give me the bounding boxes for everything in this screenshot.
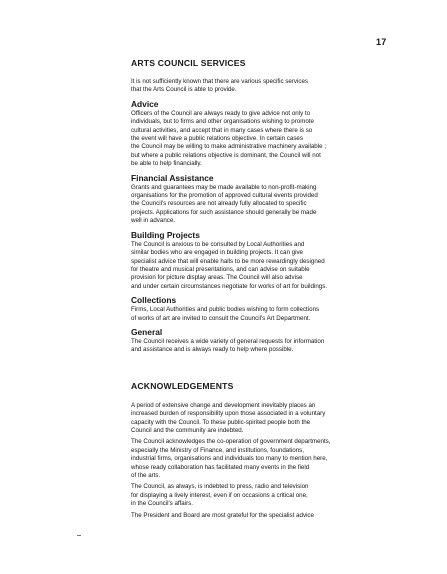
collections-paragraph: Firms, Local Authorities and public bodies wishing to form collections of works of art are invited to consult the Council's Art Department. xyxy=(131,306,320,322)
acknowledgements-paragraph-3: The Council, as always, is indebted to press, radio and television for displaying a lively interest, even if on occasions a critical one, in the Council's affairs. xyxy=(131,483,309,508)
financial-assistance-heading: Financial Assistance xyxy=(131,172,214,183)
acknowledgements-section-title: ACKNOWLEDGEMENTS xyxy=(131,380,234,391)
acknowledgements-paragraph-2: The Council acknowledges the co-operation of government departments, especially the Ministry of Finance, and institutions, foundations, industrial firms, organisations and individuals too many to mention here, whose ready collaboration has facilitated many events in the field of the arts. xyxy=(131,438,331,479)
acknowledgements-paragraph-4: The President and Board are most grateful for the specialist advice xyxy=(131,511,314,519)
building-projects-heading: Building Projects xyxy=(131,229,200,240)
general-heading: General xyxy=(131,326,163,337)
page-content xyxy=(131,58,391,523)
acknowledgements-paragraph-1: A period of extensive change and development inevitably places an increased burden of responsibility upon those associated in a voluntary capacity with the Council. To these public-spirited people both the Council and the community are indebted. xyxy=(131,401,326,434)
services-intro-paragraph: It is not sufficiently known that there are various specific services that the Arts Council is able to provide. xyxy=(131,78,308,94)
advice-paragraph: Officers of the Council are always ready to give advice not only to individuals, but to firms and other organisations wishing to promote cultural activities, and accept that in many cases where there is so the event will have a public relations objective. In certain cases the Council may be willing to make administrative machinery available ; but where a public relations objective is dominant, the Council will not be able to help financially. xyxy=(131,109,326,168)
advice-heading: Advice xyxy=(131,98,159,109)
scan-mark xyxy=(77,535,81,536)
collections-heading: Collections xyxy=(131,295,177,306)
building-projects-paragraph: The Council is anxious to be consulted by Local Authorities and similar bodies who are engaged in building projects. It can give specialist advice that will enable halls to be more rewardingly designed for theatre and musical presentations, and can advise on suitable provision for picture display areas. The Council will also advise and under certain circumstances negotiate for works of art for buildings. xyxy=(131,240,328,290)
services-section-title: ARTS COUNCIL SERVICES xyxy=(131,58,246,68)
general-paragraph: The Council receives a wide variety of general requests for information and assistance and is always ready to help where possible. xyxy=(131,337,325,354)
financial-assistance-paragraph: Grants and guarantees may be made available to non-profit-making organisations for the promotion of approved cultural events provided the Council's resources are not already fully allocated to specific projects. Applications for such assistance should generally be made well in advance. xyxy=(131,183,318,225)
page-number: 17 xyxy=(376,37,387,47)
